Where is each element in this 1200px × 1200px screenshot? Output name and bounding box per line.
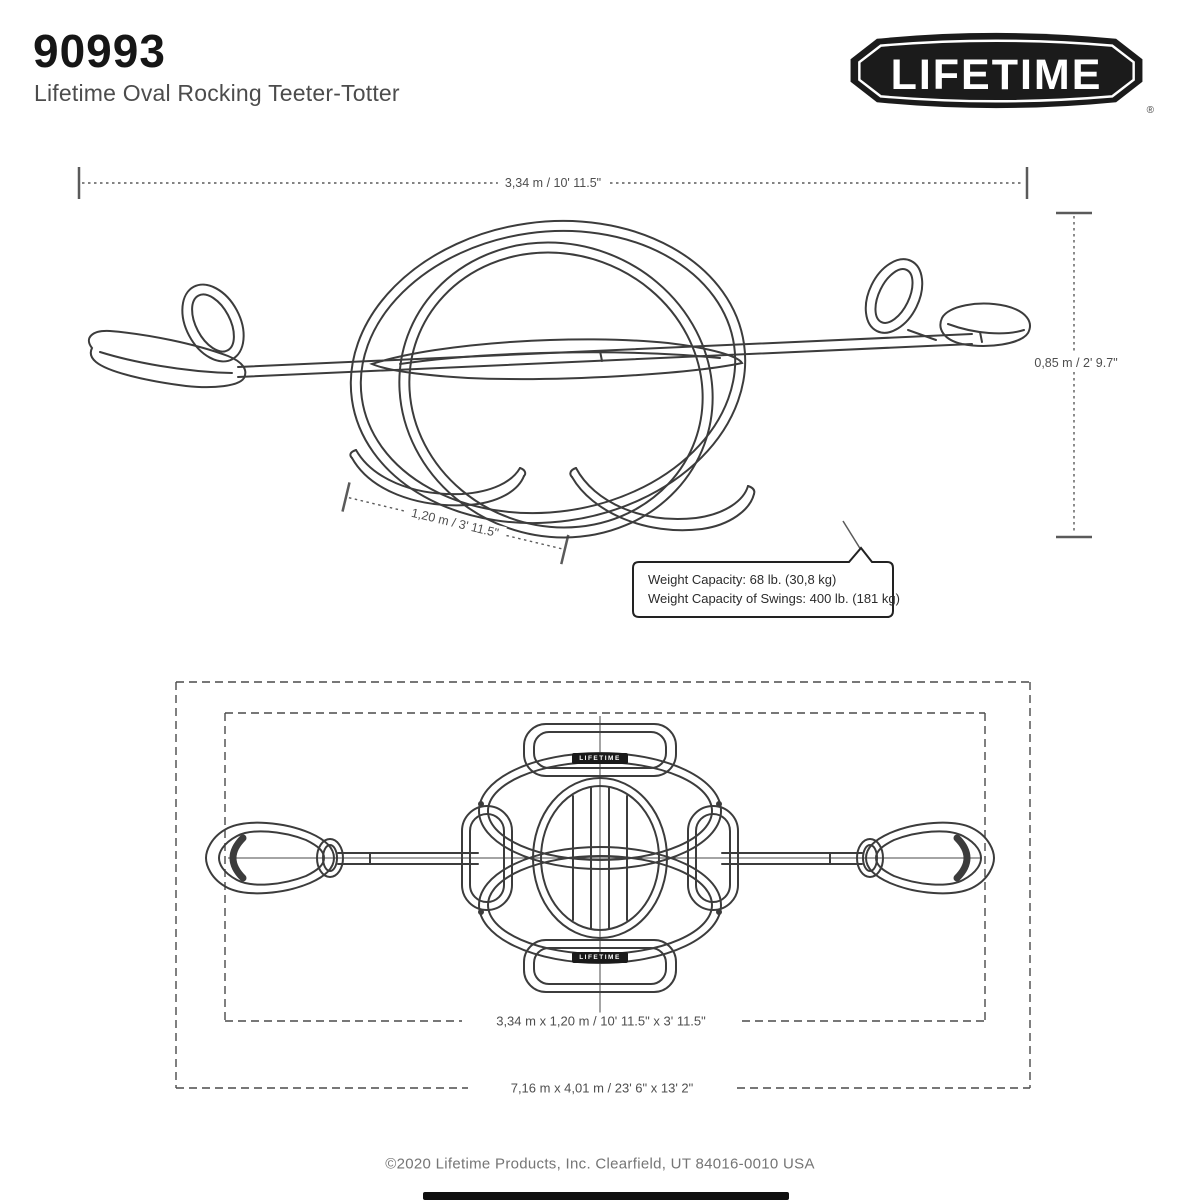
swing-weight-capacity-line: Weight Capacity of Swings: 400 lb. (181 kg)	[648, 591, 900, 606]
side-view-drawing	[89, 196, 1030, 581]
bottom-scrubber-bar	[423, 1192, 789, 1200]
registered-trademark-icon: ®	[1146, 105, 1154, 116]
seat-brand-tag: LIFETIME	[572, 753, 628, 764]
seat-spacing-dimension-label: 1,20 m / 3' 11.5"	[403, 503, 507, 543]
footprint-dimension-label: 3,34 m x 1,20 m / 10' 11.5" x 3' 11.5"	[484, 1013, 718, 1030]
lifetime-logo	[845, 30, 1154, 116]
part-number: 90993	[33, 25, 166, 77]
copyright-text: ©2020 Lifetime Products, Inc. Clearfield, UT 84016-0010 USA	[385, 1155, 815, 1173]
lifetime-logo-text: LIFETIME	[890, 50, 1103, 99]
overall-width-dimension-label: 3,34 m / 10' 11.5"	[498, 175, 608, 191]
weight-capacity-line: Weight Capacity: 68 lb. (30,8 kg)	[648, 572, 837, 587]
seat-brand-tag: LIFETIME	[572, 952, 628, 963]
overall-height-dimension-label: 0,85 m / 2' 9.7"	[1031, 354, 1120, 372]
safety-zone-dimension-label: 7,16 m x 4,01 m / 23' 6" x 13' 2"	[499, 1080, 706, 1097]
weight-capacity-callout	[648, 570, 900, 608]
product-name: Lifetime Oval Rocking Teeter-Totter	[34, 80, 400, 106]
side-view-dimensions	[79, 167, 1092, 564]
